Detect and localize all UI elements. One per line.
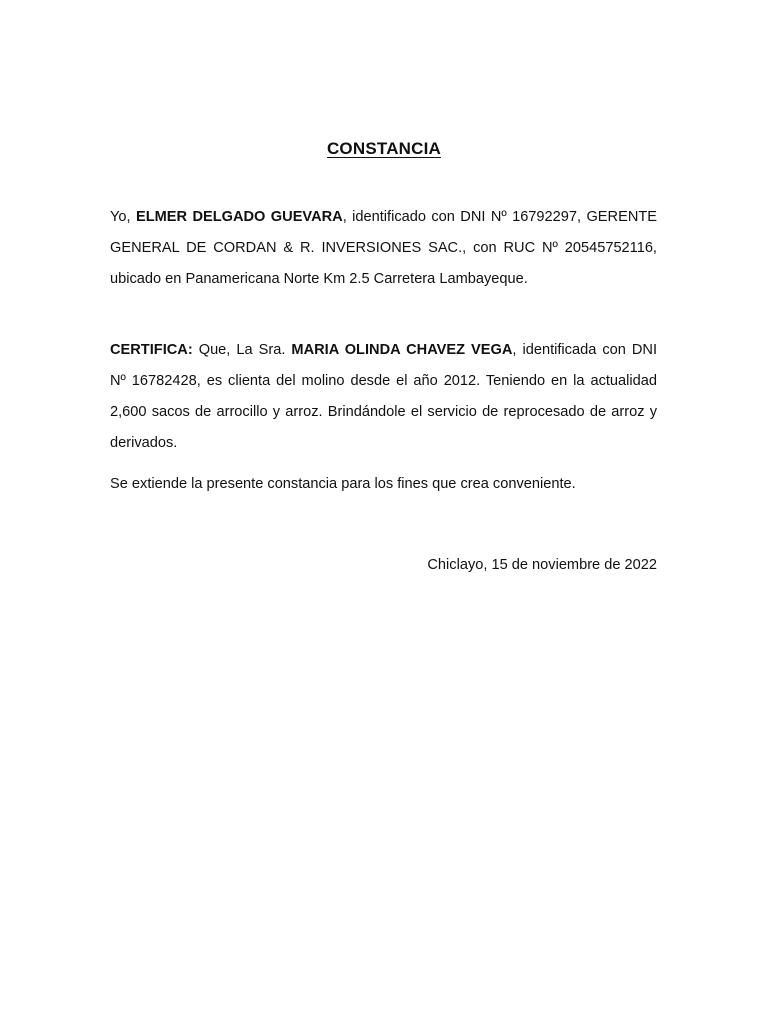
paragraph-certification-details: , identificada con DNI Nº 16782428, es clienta del molino desde el año 2012. Teniendo en la actualidad 2,600 sacos de arrocillo y arroz. Brindándole el servicio de reprocesado de arroz y derivados. xyxy=(110,342,657,451)
paragraph-declarant-details: , identificado con DNI Nº 16792297, GERENTE GENERAL DE CORDAN & R. INVERSIONES SAC., con RUC Nº 20545752116, ubicado en Panamericana Norte Km 2.5 Carretera Lambayeque. xyxy=(110,209,658,287)
client-name: MARIA OLINDA CHAVEZ VEGA xyxy=(291,342,513,358)
date-line: Chiclayo, 15 de noviembre de 2022 xyxy=(427,557,657,573)
paragraph-declarant xyxy=(110,202,657,295)
paragraph-certification-intro: Que, La Sra. xyxy=(192,342,292,358)
paragraph-declarant-intro: Yo, xyxy=(110,209,136,225)
certifica-label: CERTIFICA: xyxy=(110,342,193,358)
paragraph-certification xyxy=(110,335,657,459)
paragraph-closing: Se extiende la presente constancia para los fines que crea conveniente. xyxy=(110,476,576,492)
declarant-name: ELMER DELGADO GUEVARA xyxy=(135,209,343,225)
document-title: CONSTANCIA xyxy=(326,139,442,158)
